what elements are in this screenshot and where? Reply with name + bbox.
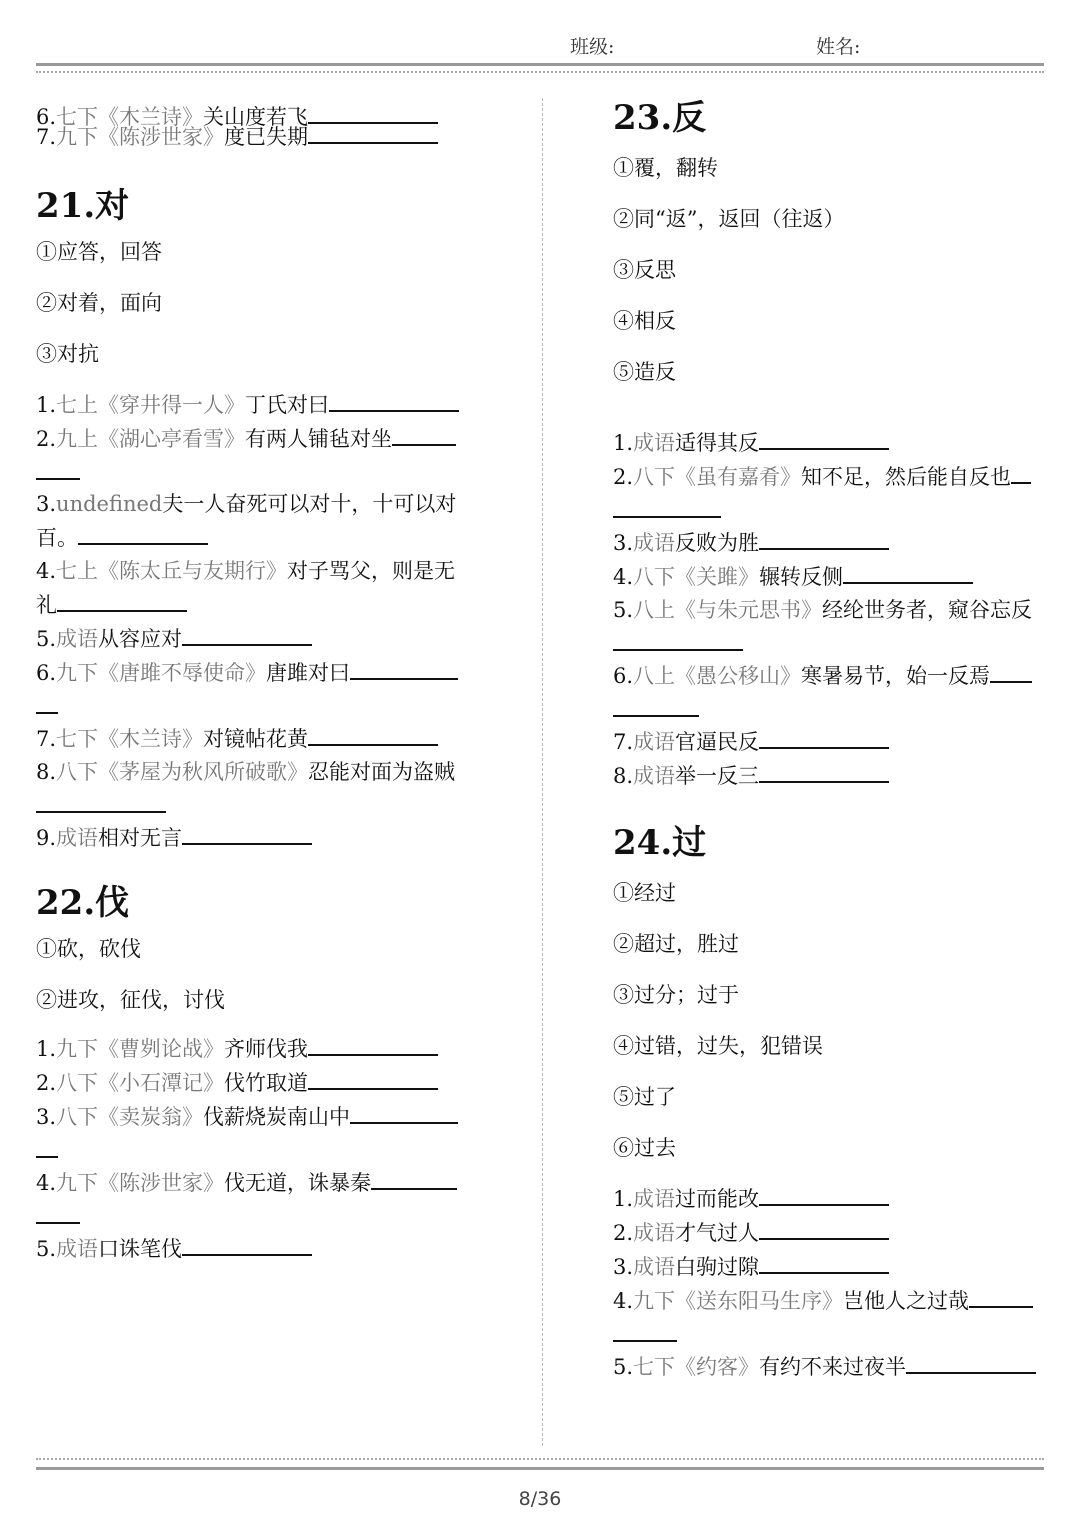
list-item: 9.成语相对无言 bbox=[36, 821, 472, 855]
answer-blank[interactable] bbox=[329, 388, 459, 412]
list-item: 3.undefined夫一人奋死可以对十，十可以对百。 bbox=[36, 492, 457, 550]
list-item: 5.七下《约客》有约不来过夜半 bbox=[613, 1350, 1049, 1384]
list-item: 1.成语过而能改 bbox=[613, 1182, 1049, 1216]
list-item: 5.八上《与朱元思书》经纶世务者，窥谷忘反 bbox=[613, 598, 1033, 622]
meaning-item: ③过分；过于 bbox=[613, 983, 739, 1007]
answer-blank[interactable] bbox=[759, 759, 889, 783]
section-title: 21.对 bbox=[36, 186, 130, 226]
meaning-item: ④过错，过失，犯错误 bbox=[613, 1034, 823, 1058]
list-item: 1.成语适得其反 bbox=[613, 426, 1049, 460]
meaning-item: ①覆，翻转 bbox=[613, 156, 718, 180]
list-item: 2.八下《小石潭记》伐竹取道 bbox=[36, 1066, 472, 1100]
header-rule bbox=[36, 63, 1044, 66]
meaning-item: ②进攻，征伐，讨伐 bbox=[36, 988, 225, 1012]
meaning-item: ①应答，回答 bbox=[36, 240, 162, 264]
meaning-item: ③对抗 bbox=[36, 342, 99, 366]
carryover-items bbox=[36, 96, 472, 156]
answer-blank[interactable] bbox=[36, 1134, 58, 1158]
footer-dotted-rule bbox=[36, 1458, 1044, 1460]
meaning-item: ①砍，砍伐 bbox=[36, 937, 141, 961]
answer-blank[interactable] bbox=[759, 1250, 889, 1274]
answer-blank[interactable] bbox=[36, 690, 58, 714]
answer-blank[interactable] bbox=[36, 456, 80, 480]
meaning-item: ②对着，面向 bbox=[36, 291, 162, 315]
right-column bbox=[613, 96, 1049, 1384]
answer-blank[interactable] bbox=[759, 725, 889, 749]
page-number: 8/36 bbox=[518, 1488, 562, 1510]
answer-blank[interactable] bbox=[182, 1232, 312, 1256]
meaning-item: ⑤造反 bbox=[613, 360, 676, 384]
list-item: 3.成语反败为胜 bbox=[613, 526, 1049, 560]
answer-blank[interactable] bbox=[392, 422, 456, 446]
list-item: 8.成语举一反三 bbox=[613, 759, 1049, 793]
answer-blank[interactable] bbox=[759, 526, 889, 550]
column-divider bbox=[542, 98, 543, 1446]
list-item: 8.八下《茅屋为秋风所破歌》忍能对面为盗贼 bbox=[36, 760, 456, 784]
list-item: 4.七上《陈太丘与友期行》对子骂父，则是无礼 bbox=[36, 559, 456, 617]
meaning-item: ③反思 bbox=[613, 258, 676, 282]
meaning-item: ②同“返”，返回（往返） bbox=[613, 207, 845, 231]
list-item: 3.成语白驹过隙 bbox=[613, 1250, 1049, 1284]
answer-blank[interactable] bbox=[182, 821, 312, 845]
answer-blank[interactable] bbox=[350, 656, 458, 680]
answer-blank[interactable] bbox=[990, 659, 1032, 683]
answer-blank[interactable] bbox=[36, 1200, 80, 1224]
list-item: 1.七上《穿井得一人》丁氏对曰 bbox=[36, 388, 472, 422]
list-item: 6.八上《愚公移山》寒暑易节，始一反焉 bbox=[613, 659, 1049, 693]
answer-blank[interactable] bbox=[969, 1284, 1033, 1308]
answer-blank[interactable] bbox=[759, 426, 889, 450]
list-item: 3.八下《卖炭翁》伐薪烧炭南山中 bbox=[36, 1100, 472, 1134]
answer-blank[interactable] bbox=[843, 560, 973, 584]
name-label: 姓名: bbox=[816, 36, 861, 58]
list-item: 7.成语官逼民反 bbox=[613, 725, 1049, 759]
answer-blank[interactable] bbox=[906, 1350, 1036, 1374]
class-label: 班级: bbox=[570, 36, 615, 58]
meaning-item: ②超过，胜过 bbox=[613, 932, 739, 956]
answer-blank[interactable] bbox=[57, 588, 187, 612]
answer-blank[interactable] bbox=[759, 1182, 889, 1206]
answer-blank[interactable] bbox=[308, 722, 438, 746]
list-item: 7.九下《陈涉世家》度已失期 bbox=[36, 120, 438, 149]
meaning-item: ⑤过了 bbox=[613, 1085, 676, 1109]
answer-blank[interactable] bbox=[36, 789, 166, 813]
answer-blank[interactable] bbox=[350, 1100, 458, 1124]
answer-blank[interactable] bbox=[78, 521, 208, 545]
list-item: 2.成语才气过人 bbox=[613, 1216, 1049, 1250]
answer-blank[interactable] bbox=[613, 1318, 677, 1342]
header-dotted-rule bbox=[36, 71, 1044, 73]
answer-blank[interactable] bbox=[308, 1032, 438, 1056]
meaning-item: ①经过 bbox=[613, 881, 676, 905]
answer-blank[interactable] bbox=[1011, 460, 1031, 484]
footer-rule bbox=[36, 1467, 1044, 1470]
answer-blank[interactable] bbox=[182, 622, 312, 646]
list-item: 2.八下《虽有嘉肴》知不足，然后能自反也 bbox=[613, 460, 1049, 494]
list-item: 5.成语口诛笔伐 bbox=[36, 1232, 472, 1266]
list-item: 6.九下《唐雎不辱使命》唐雎对曰 bbox=[36, 656, 472, 690]
answer-blank[interactable] bbox=[308, 1066, 438, 1090]
list-item: 1.九下《曹刿论战》齐师伐我 bbox=[36, 1032, 472, 1066]
answer-blank[interactable] bbox=[613, 693, 699, 717]
list-item: 4.八下《关雎》辗转反侧 bbox=[613, 560, 1049, 594]
section-title: 22.伐 bbox=[36, 883, 130, 923]
list-item: 4.九下《陈涉世家》伐无道，诛暴秦 bbox=[36, 1166, 472, 1200]
answer-blank[interactable] bbox=[613, 494, 721, 518]
meaning-item: ④相反 bbox=[613, 309, 676, 333]
section-title: 24.过 bbox=[613, 823, 707, 863]
answer-blank[interactable] bbox=[613, 627, 743, 651]
meaning-item: ⑥过去 bbox=[613, 1136, 676, 1160]
answer-blank[interactable] bbox=[308, 120, 438, 144]
list-item: 2.九上《湖心亭看雪》有两人铺毡对坐 bbox=[36, 422, 472, 456]
list-item: 6.七下《木兰诗》关山度若飞 bbox=[36, 100, 438, 129]
answer-blank[interactable] bbox=[759, 1216, 889, 1240]
left-column bbox=[36, 96, 472, 1266]
list-item: 4.九下《送东阳马生序》岂他人之过哉 bbox=[613, 1284, 1049, 1318]
list-item: 7.七下《木兰诗》对镜帖花黄 bbox=[36, 722, 472, 756]
section-title: 23.反 bbox=[613, 98, 707, 138]
list-item: 5.成语从容应对 bbox=[36, 622, 472, 656]
answer-blank[interactable] bbox=[371, 1166, 457, 1190]
